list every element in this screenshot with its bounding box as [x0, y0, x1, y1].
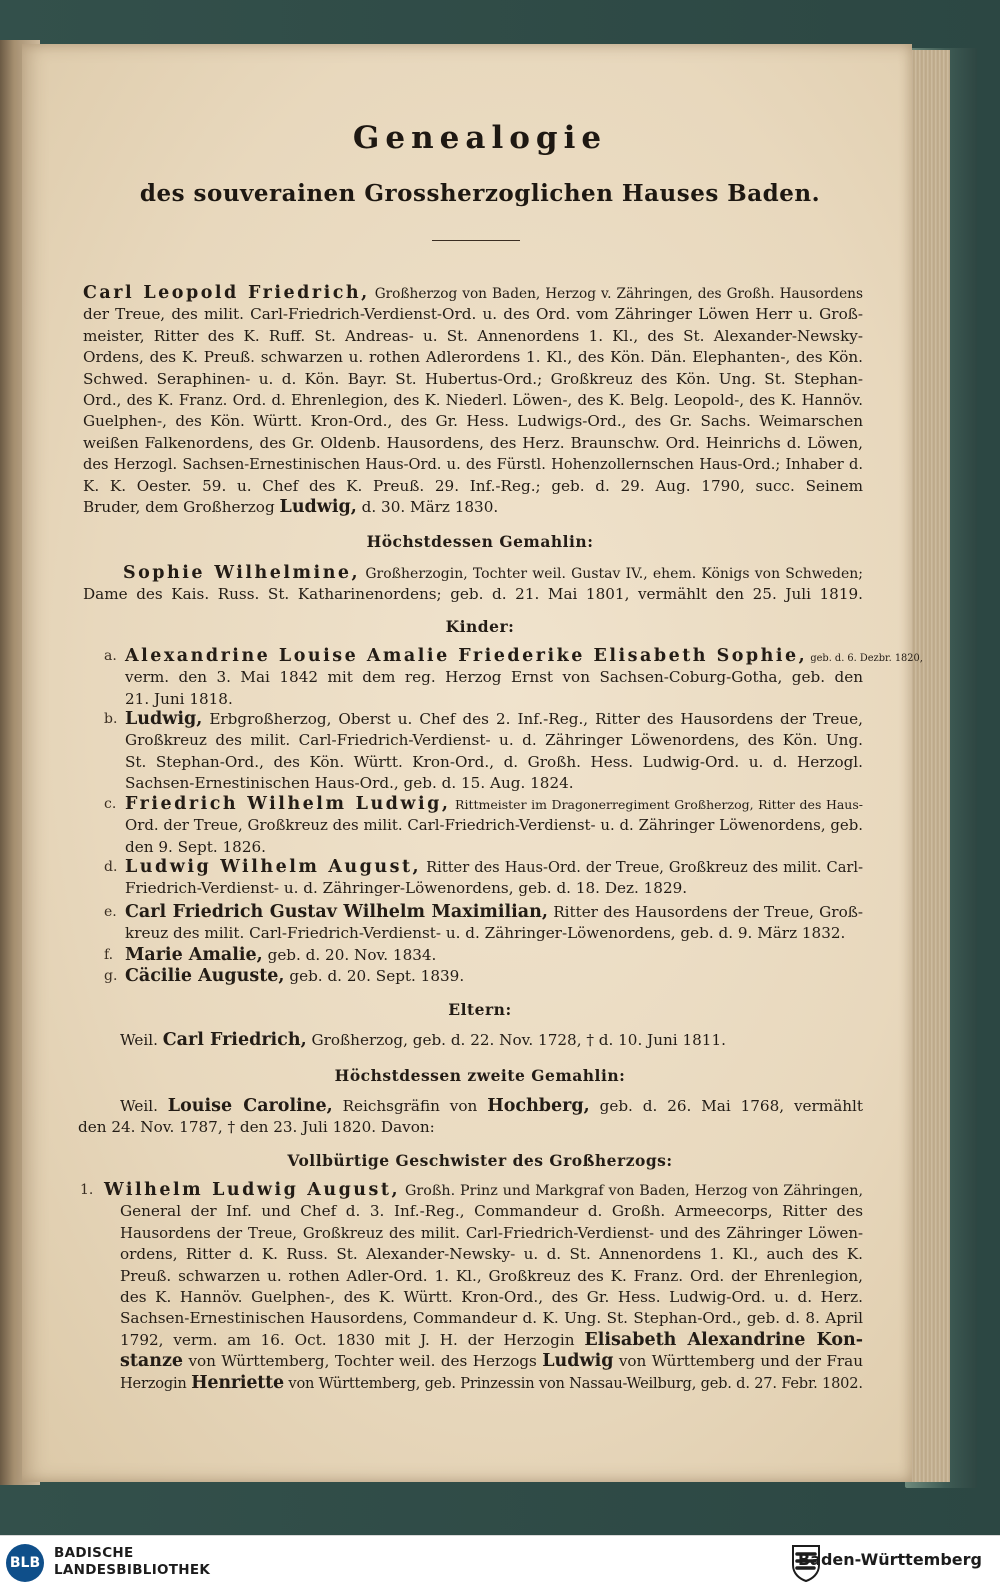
library-name[interactable]: BADISCHE LANDESBIBLIOTHEK: [54, 1545, 211, 1578]
entry-line: Bruder, dem Großherzog Ludwig, d. 30. März 1830.: [83, 496, 499, 517]
entry-line: Marie Amalie, geb. d. 20. Nov. 1834.: [125, 945, 437, 965]
child-entry: [125, 857, 863, 900]
list-marker: c.: [104, 796, 117, 812]
entry-line: meister, Ritter des K. Ruff. St. Andreas- u. St. Annenordens 1. Kl., des St. Alexander-Newsky-: [83, 326, 863, 345]
entry-line: Ludwig Wilhelm August, Ritter des Haus-Ord. der Treue, Großkreuz des milit. Carl-: [125, 857, 863, 877]
entry-line: Wilhelm Ludwig August, Großh. Prinz und Markgraf von Baden, Herzog von Zähringen,: [104, 1180, 863, 1200]
child-entry: [125, 945, 863, 966]
list-marker: d.: [104, 859, 118, 875]
person-name: Carl Leopold Friedrich,: [83, 283, 370, 303]
entry-line: Carl Friedrich Gustav Wilhelm Maximilian, Ritter des Hausordens der Treue, Groß-: [125, 902, 863, 922]
blb-logo[interactable]: BLB: [6, 1544, 44, 1582]
entry-line: den 9. Sept. 1826.: [125, 837, 266, 856]
entry-line: des Herzogl. Sachsen-Ernestinischen Haus-Ord. u. des Fürstl. Hohenzollernschen Haus-Ord.; Inhaber d.: [83, 456, 863, 474]
entry-line: Sachsen-Ernestinischen Haus-Ord., geb. d. 15. Aug. 1824.: [125, 774, 574, 793]
entry-line: Carl Leopold Friedrich, Großherzog von Baden, Herzog v. Zähringen, des Großh. Hausordens: [83, 283, 864, 303]
list-marker: b.: [104, 711, 118, 727]
section-heading: Eltern:: [448, 1000, 512, 1019]
child-entry: [125, 709, 863, 795]
entry-line: Sophie Wilhelmine, Großherzogin, Tochter weil. Gustav IV., ehem. Königs von Schweden;: [123, 563, 863, 583]
entry-line: Friedrich-Verdienst- u. d. Zähringer-Löwenordens, geb. d. 18. Dez. 1829.: [125, 879, 688, 898]
entry-line: den 24. Nov. 1787, † den 23. Juli 1820. Davon:: [78, 1118, 435, 1137]
entry-line: Guelphen-, des Kön. Württ. Kron-Ord., des Gr. Hess. Ludwigs-Ord., des Gr. Sachs. Weimarschen: [83, 412, 863, 431]
entry-line: Ord. der Treue, Großkreuz des milit. Carl-Friedrich-Verdienst- u. d. Zähringer Löwenordens, geb.: [125, 816, 863, 835]
entry-line: Herzogin Henriette von Württemberg, geb. Prinzessin von Nassau-Weilburg, geb. d. 27. Febr. 1802.: [120, 1372, 863, 1393]
entry-line: Weil. Louise Caroline, Reichsgräfin von Hochberg, geb. d. 26. Mai 1768, vermählt: [120, 1096, 863, 1116]
sibling-entry: [104, 1180, 863, 1201]
entry-line: Cäcilie Auguste, geb. d. 20. Sept. 1839.: [125, 966, 465, 986]
person-name: stanze: [120, 1351, 184, 1372]
entry-line: K. K. Oester. 59. u. Chef des K. Preuß. 29. Inf.-Reg.; geb. d. 29. Aug. 1790, succ. Seinem: [83, 476, 863, 495]
entry-line: kreuz des milit. Carl-Friedrich-Verdienst- u. d. Zähringer-Löwenordens, geb. d. 9. März 1832.: [125, 924, 846, 943]
entry-line: Ordens, des K. Preuß. schwarzen u. rothen Adlerordens 1. Kl., des Kön. Dän. Elephanten-, des Kön.: [83, 348, 863, 367]
person-name: Henriette: [191, 1372, 284, 1393]
entry-line: Schwed. Seraphinen- u. d. Kön. Bayr. St. Hubertus-Ord.; Großkreuz des Kön. Ung. St. Stephan-: [83, 369, 863, 388]
page-title: Genealogie: [352, 120, 608, 156]
head-of-house-entry: [83, 283, 863, 518]
list-marker: a.: [104, 648, 117, 664]
person-name: Friedrich Wilhelm Ludwig,: [125, 794, 451, 814]
second-wife-entry: [78, 1096, 863, 1139]
entry-line: 1792, verm. am 16. Oct. 1830 mit J. H. der Herzogin Elisabeth Alexandrine Kon-: [120, 1329, 863, 1350]
person-name: Cäcilie Auguste,: [125, 966, 285, 986]
entry-line: verm. den 3. Mai 1842 mit dem reg. Herzog Ernst von Sachsen-Coburg-Gotha, geb. den: [125, 668, 863, 687]
entry-line: ordens, Ritter d. K. Russ. St. Alexander-Newsky- u. d. St. Annenordens 1. Kl., auch des K.: [120, 1245, 863, 1264]
person-name: Ludwig: [542, 1351, 614, 1372]
person-name: Carl Friedrich Gustav Wilhelm Maximilian,: [125, 902, 548, 922]
entry-line: Friedrich Wilhelm Ludwig, Rittmeister im Dragonerregiment Großherzog, Ritter des Haus-: [125, 794, 863, 814]
person-name: Louise Caroline,: [167, 1096, 333, 1116]
person-name: Sophie Wilhelmine,: [123, 563, 361, 583]
sibling-entry-continued: [120, 1201, 863, 1394]
entry-line: Alexandrine Louise Amalie Friederike Elisabeth Sophie, geb. d. 6. Dezbr. 1820,: [125, 646, 923, 666]
person-name: Hochberg,: [487, 1096, 590, 1116]
person-name: Wilhelm Ludwig August,: [104, 1180, 401, 1200]
entry-line: stanze von Württemberg, Tochter weil. des Herzogs Ludwig von Württemberg und der Frau: [120, 1351, 864, 1372]
entry-line: Preuß. schwarzen u. rothen Adler-Ord. 1. Kl., Großkreuz des K. Franz. Ord. der Ehrenlegion,: [120, 1266, 863, 1285]
page-subtitle: des souverainen Grossherzoglichen Hauses Baden.: [139, 180, 821, 207]
entry-line: Ord., des K. Franz. Ord. d. Ehrenlegion, des K. Niederl. Löwen-, des K. Belg. Leopold-, des K. Hannöv.: [83, 390, 863, 409]
person-name: Elisabeth Alexandrine Kon-: [584, 1329, 863, 1350]
entry-line: Dame des Kais. Russ. St. Katharinenordens; geb. d. 21. Mai 1801, vermählt den 25. Juli 1819.: [83, 585, 863, 604]
section-heading: Höchstdessen Gemahlin:: [366, 532, 594, 551]
child-entry: [125, 794, 863, 858]
entry-line: Sachsen-Ernestinischen Hausordens, Commandeur d. K. Ung. St. Stephan-Ord., geb. d. 8. April: [120, 1309, 863, 1328]
section-heading: Höchstdessen zweite Gemahlin:: [334, 1066, 626, 1085]
child-entry: [125, 966, 863, 987]
person-name: Carl Friedrich,: [162, 1030, 307, 1050]
entry-line: St. Stephan-Ord., des Kön. Württ. Kron-Ord., d. Großh. Hess. Ludwig-Ord. u. d. Herzogl.: [125, 752, 863, 771]
state-name[interactable]: Baden-Württemberg: [797, 1550, 982, 1569]
person-name: Ludwig Wilhelm August,: [125, 857, 422, 877]
entry-line: Großkreuz des milit. Carl-Friedrich-Verdienst- u. d. Zähringer Löwenordens, des Kön. Ung.: [125, 731, 863, 750]
entry-line: Hausordens der Treue, Großkreuz des milit. Carl-Friedrich-Verdienst- und des Zähringer Löwen-: [120, 1223, 863, 1242]
consort-entry: [83, 563, 863, 606]
entry-line: weißen Falkenordens, des Gr. Oldenb. Hausordens, des Herz. Braunschw. Ord. Heinrichs d. Löwen,: [83, 433, 863, 452]
section-heading: Kinder:: [445, 617, 515, 636]
list-marker: g.: [104, 968, 118, 984]
parents-entry: [120, 1030, 840, 1051]
title-divider: [432, 240, 520, 241]
person-name: Marie Amalie,: [125, 945, 263, 965]
section-heading: Vollbürtige Geschwister des Großherzogs:: [287, 1151, 673, 1170]
list-marker: 1.: [80, 1182, 94, 1198]
entry-line: General der Inf. und Chef d. 3. Inf.-Reg., Commandeur d. Großh. Armeecorps, Ritter des: [120, 1202, 863, 1221]
child-entry: [125, 902, 863, 945]
person-name: Ludwig,: [125, 709, 203, 729]
person-name: Alexandrine Louise Amalie Friederike Elisabeth Sophie,: [125, 646, 808, 666]
entry-line: 21. Juni 1818.: [125, 689, 233, 708]
entry-line: des K. Hannöv. Guelphen-, des K. Württ. Kron-Ord., des Gr. Hess. Ludwig-Ord. u. d. Herz.: [120, 1287, 863, 1306]
child-entry: [125, 646, 923, 710]
entry-line: Ludwig, Erbgroßherzog, Oberst u. Chef des 2. Inf.-Reg., Ritter des Hausordens der Treue,: [125, 709, 863, 729]
list-marker: e.: [104, 904, 117, 920]
person-name: Ludwig,: [279, 496, 357, 517]
viewer-footer: [0, 1535, 1000, 1588]
entry-line: der Treue, des milit. Carl-Friedrich-Verdienst-Ord. u. des Ord. vom Zähringer Löwen Herr u. Groß-: [83, 305, 863, 324]
list-marker: f.: [104, 947, 114, 963]
entry-line: Weil. Carl Friedrich, Großherzog, geb. d. 22. Nov. 1728, † d. 10. Juni 1811.: [120, 1030, 726, 1050]
